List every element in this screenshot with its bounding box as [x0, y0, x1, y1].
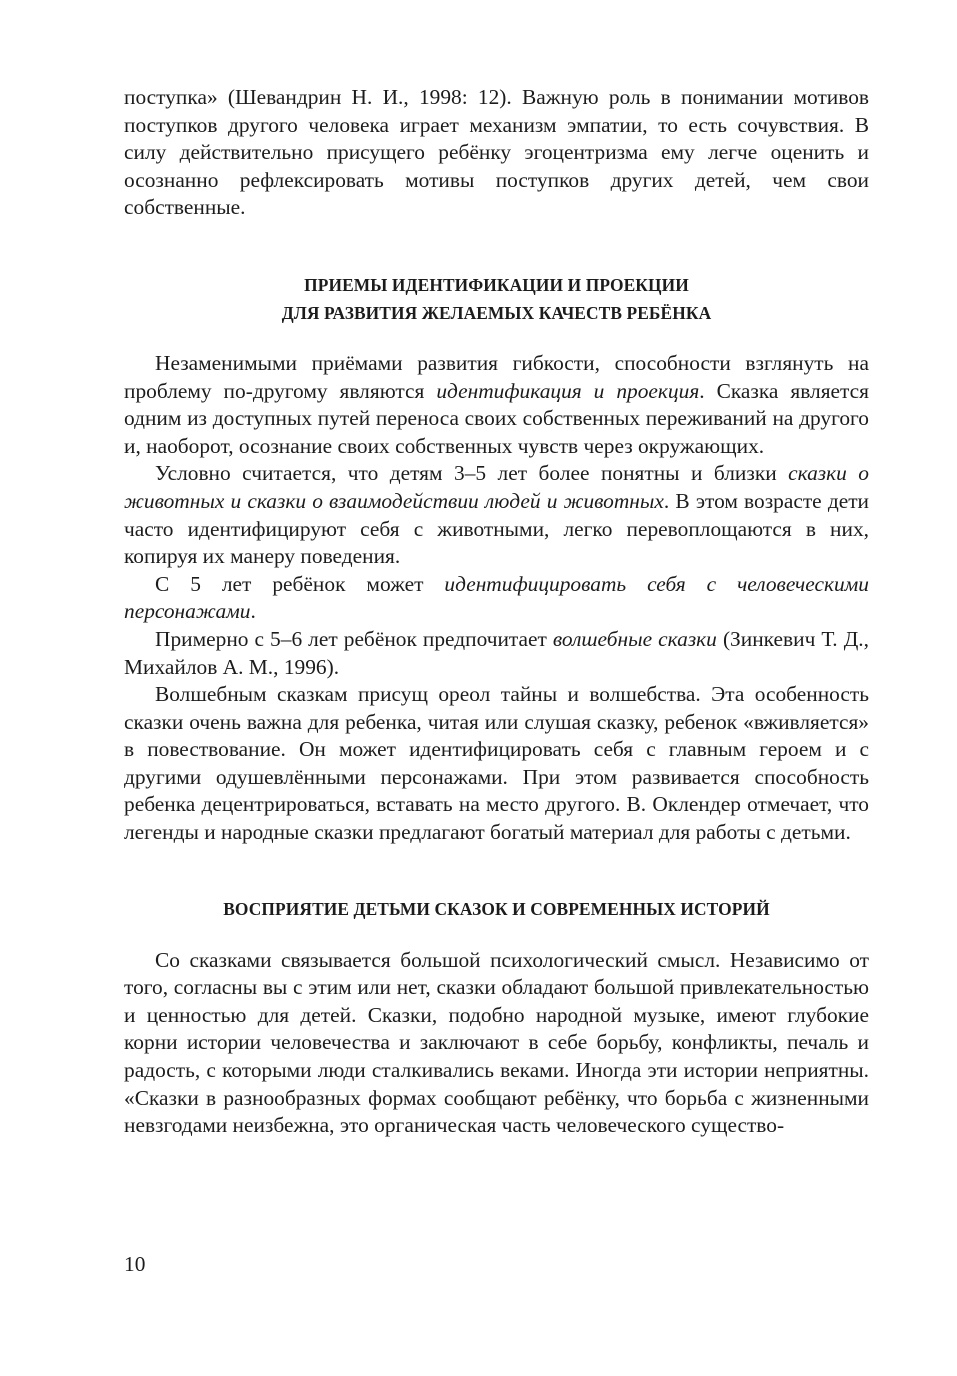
- paragraph: Со сказками связывается большой психологический смысл. Независимо от того, согласны вы с этим или нет, сказки обладают большой привлекательностью и ценностью для детей. Сказки, подобно народной музыке, имеют глубокие корни истории человечества и заключают в себе борьбу, конфликты, печаль и радость, с которыми люди сталкивались веками. Иногда эти истории неприятны. «Сказки в разнообразных формах сообщают ребёнку, что борьба с жизненными невзгодами неизбежна, это органическая часть человеческого существо-: [124, 947, 869, 1138]
- text-run: (Зинкевич Т. Д., Михайлов А. М., 1996).: [124, 626, 869, 679]
- paragraph: [124, 571, 869, 626]
- section-heading-perception: ВОСПРИЯТИЕ ДЕТЬМИ СКАЗОК И СОВРЕМЕННЫХ ИСТОРИЙ: [223, 898, 770, 919]
- heading-line-1: ПРИЕМЫ ИДЕНТИФИКАЦИИ И ПРОЕКЦИИ: [304, 274, 689, 295]
- page-number: 10: [124, 1252, 146, 1276]
- text-run: . Сказка является одним из доступных путей переноса своих собственных переживаний на другого и, наоборот, осознание своих собственных чувств через окружающих.: [124, 378, 869, 458]
- intro-paragraph: поступка» (Шевандрин Н. И., 1998: 12). Важную роль в понимании мотивов поступков другого человека играет механизм эмпатии, то есть сочувствия. В силу действительно присущего ребёнку эгоцентризма ему легче оценить и осознанно рефлексировать мотивы поступков других детей, чем свои собственные.: [124, 85, 869, 220]
- paragraph: [124, 460, 869, 570]
- emphasis-text: идентификация и проекция: [436, 378, 700, 403]
- text-run: Примерно с 5–6 лет ребёнок предпочитает: [155, 626, 553, 651]
- heading-line-2: ДЛЯ РАЗВИТИЯ ЖЕЛАЕМЫХ КАЧЕСТВ РЕБЁНКА: [281, 302, 712, 323]
- section-heading-identification: [124, 271, 869, 327]
- emphasis-text: сказки о животных и сказки о взаимодействии людей и животных: [124, 461, 869, 513]
- text-run: С 5 лет ребёнок может: [155, 571, 445, 596]
- text-run: .: [250, 599, 256, 624]
- page-body: [124, 84, 869, 1140]
- paragraph: [124, 350, 869, 460]
- paragraph: [124, 626, 869, 681]
- text-run: Незаменимыми приёмами развития гибкости, способности взглянуть на проблему по-другому являются: [124, 350, 869, 403]
- text-run: . В этом возрасте дети часто идентифицируют себя с животными, легко перевоплощаются в них, копируя их манеру поведения.: [124, 488, 870, 569]
- paragraph: Волшебным сказкам присущ ореол тайны и волшебства. Эта особенность сказки очень важна для ребенка, читая или слушая сказку, ребенок «вживляется» в повествование. Он может идентифицировать себя с главным героем и с другими одушевлёнными персонажами. При этом развивается способность ребенка децентрироваться, вставать на место другого. В. Оклендер отмечает, что легенды и народные сказки предлагают богатый материал для работы с детьми.: [124, 682, 869, 845]
- text-run: Условно считается, что детям 3–5 лет более понятны и близки: [155, 461, 789, 486]
- emphasis-text: идентифицировать себя с человеческими персонажами: [124, 571, 869, 624]
- emphasis-text: волшебные сказки: [552, 626, 717, 651]
